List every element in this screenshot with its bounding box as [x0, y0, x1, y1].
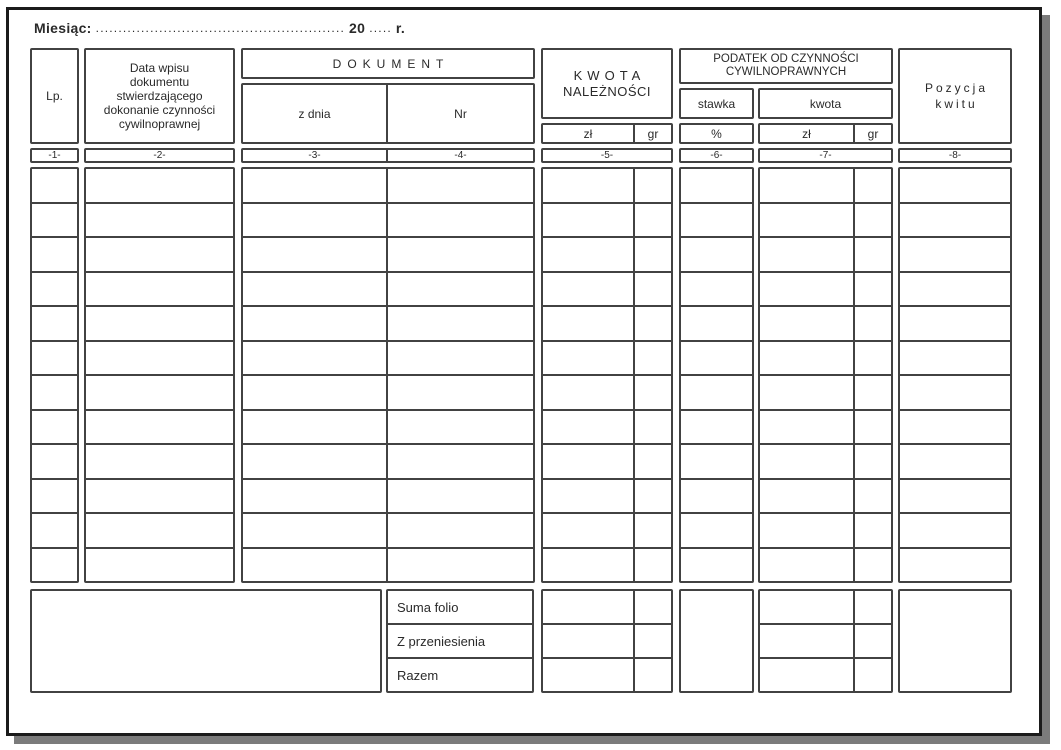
table-cell-right: [633, 342, 671, 375]
table-row: [900, 409, 1010, 444]
table-row: [543, 374, 671, 409]
col-header-percent: [679, 123, 754, 144]
table-cell-right: [853, 342, 891, 375]
col-number-label: -4-: [454, 149, 467, 161]
table-row: [32, 547, 77, 582]
table-row: [760, 657, 891, 691]
table-row: [32, 305, 77, 340]
table-row: [243, 340, 533, 375]
table-row: [86, 374, 233, 409]
table-row: [86, 443, 233, 478]
col-number-label: -7-: [819, 149, 832, 161]
table-row: [681, 271, 752, 306]
table-row: [543, 409, 671, 444]
year-prefix: 20: [349, 20, 366, 36]
table-row: [86, 236, 233, 271]
table-row: [760, 623, 891, 657]
table-cell-right: [386, 273, 533, 306]
table-row: [543, 547, 671, 582]
table-row: [900, 236, 1010, 271]
table-cell-left: [760, 480, 853, 513]
table-cell-right: [853, 411, 891, 444]
table-row: [543, 340, 671, 375]
col-number-7: [758, 148, 893, 163]
table-row: [681, 202, 752, 237]
body-col-lp: [30, 167, 79, 583]
table-cell-right: [633, 411, 671, 444]
table-row: [543, 236, 671, 271]
table-cell-left: [760, 376, 853, 409]
table-cell-right: [853, 169, 891, 202]
percent-label: %: [711, 126, 722, 141]
table-cell-left: [543, 342, 633, 375]
table-cell-left: [760, 273, 853, 306]
table-row: [543, 591, 671, 623]
table-cell-right: [853, 204, 891, 237]
table-row: [86, 169, 233, 202]
kwota-naleznosci-line1: KWOTA: [573, 67, 646, 83]
table-cell-left: [543, 273, 633, 306]
table-cell-left: [760, 514, 853, 547]
table-row: [760, 478, 891, 513]
table-row: [86, 547, 233, 582]
table-cell-left: [243, 480, 386, 513]
col-header-kwota-naleznosci: [541, 48, 673, 119]
col-header-nr: [386, 85, 533, 142]
table-row: [543, 657, 671, 691]
month-dotted-line: .......................................................: [95, 21, 346, 35]
table-row: [760, 202, 891, 237]
body-col-pozycja-kwitu: [898, 167, 1012, 583]
table-cell-right: [386, 445, 533, 478]
table-cell-right: [633, 549, 671, 582]
table-cell-right: [633, 514, 671, 547]
table-cell-right: [633, 307, 671, 340]
table-cell-right: [386, 514, 533, 547]
table-row: [86, 271, 233, 306]
table-row: [243, 478, 533, 513]
table-cell-right: [853, 445, 891, 478]
table-row: [681, 374, 752, 409]
table-cell-left: [243, 342, 386, 375]
table-cell-right: [853, 514, 891, 547]
col-header-data-wpisu: [84, 48, 235, 144]
footer-row-suma-folio: [388, 591, 532, 623]
col-header-pozycja-kwitu: [898, 48, 1012, 144]
kwota-label: kwota: [809, 96, 842, 111]
footer-col-stawka: [679, 589, 754, 693]
podatek-line2: CYWILNOPRAWNYCH: [725, 66, 847, 78]
table-cell-right: [853, 659, 891, 691]
table-row: [32, 340, 77, 375]
table-cell-left: [760, 238, 853, 271]
table-cell-right: [633, 273, 671, 306]
col-number-6: [679, 148, 754, 163]
table-cell-right: [633, 480, 671, 513]
table-row: [32, 478, 77, 513]
col-header-lp: [30, 48, 79, 144]
table-row: [681, 236, 752, 271]
body-col-stawka: [679, 167, 754, 583]
table-cell-left: [543, 480, 633, 513]
table-row: [681, 443, 752, 478]
year-suffix: r.: [395, 20, 406, 36]
pozycja-line1: Pozycja: [924, 81, 989, 95]
body-col-kwota-podatku: [758, 167, 893, 583]
table-cell-left: [243, 238, 386, 271]
table-row: [900, 512, 1010, 547]
table-cell-right: [633, 591, 671, 623]
table-row: [681, 478, 752, 513]
table-row: [243, 271, 533, 306]
table-cell-left: [543, 659, 633, 691]
table-cell-right: [633, 659, 671, 691]
table-row: [760, 236, 891, 271]
table-cell-left: [243, 169, 386, 202]
table-row: [543, 271, 671, 306]
table-cell-right: [853, 238, 891, 271]
col-number-label: -2-: [153, 149, 166, 161]
table-row: [243, 374, 533, 409]
table-row: [243, 547, 533, 582]
table-row: [760, 443, 891, 478]
table-cell-left: [243, 514, 386, 547]
gr-label: gr: [867, 126, 879, 141]
lp-label: Lp.: [46, 89, 63, 103]
table-row: [32, 443, 77, 478]
table-row: [760, 374, 891, 409]
table-row: [900, 374, 1010, 409]
table-row: [900, 271, 1010, 306]
table-cell-right: [853, 273, 891, 306]
table-row: [681, 409, 752, 444]
col-header-podatek: [679, 48, 893, 84]
zl-label: zł: [802, 126, 811, 141]
table-cell-left: [760, 204, 853, 237]
gr-label: gr: [647, 126, 659, 141]
table-cell-right: [853, 480, 891, 513]
table-row: [243, 202, 533, 237]
table-row: [86, 409, 233, 444]
table-cell-left: [543, 169, 633, 202]
table-cell-right: [386, 480, 533, 513]
table-row: [900, 478, 1010, 513]
table-cell-left: [760, 307, 853, 340]
table-row: [681, 305, 752, 340]
col-header-dokument-sub: [241, 83, 535, 144]
table-row: [760, 512, 891, 547]
table-row: [681, 547, 752, 582]
table-row: [760, 547, 891, 582]
footer-row-razem: [388, 657, 532, 691]
table-row: [900, 305, 1010, 340]
body-col-kwota-naleznosci: [541, 167, 673, 583]
unit-zl: [760, 125, 853, 142]
table-row: [543, 623, 671, 657]
table-row: [760, 409, 891, 444]
month-line: [34, 20, 405, 36]
table-cell-right: [386, 342, 533, 375]
table-cell-left: [543, 376, 633, 409]
table-row: [900, 169, 1010, 202]
footer-col-pozycja-kwitu: [898, 589, 1012, 693]
table-row: [760, 340, 891, 375]
col-number-8: [898, 148, 1012, 163]
table-cell-left: [760, 169, 853, 202]
table-cell-right: [386, 411, 533, 444]
col-header-kwota-naleznosci-units: [541, 123, 673, 144]
table-row: [900, 202, 1010, 237]
table-row: [32, 271, 77, 306]
table-row: [32, 169, 77, 202]
table-cell-right: [853, 591, 891, 623]
table-row: [681, 512, 752, 547]
table-row: [543, 169, 671, 202]
table-cell-left: [543, 625, 633, 657]
table-cell-left: [760, 659, 853, 691]
col-number-4: [386, 150, 533, 161]
zl-label: zł: [583, 126, 593, 141]
table-cell-left: [243, 411, 386, 444]
col-number-3: [243, 150, 386, 161]
table-cell-left: [543, 514, 633, 547]
table-row: [86, 512, 233, 547]
col-number-3-4: [241, 148, 535, 163]
col-header-kwota: [758, 88, 893, 119]
table-row: [86, 478, 233, 513]
table-cell-right: [386, 238, 533, 271]
table-cell-left: [543, 445, 633, 478]
kwota-naleznosci-line2: NALEŻNOŚCI: [562, 83, 652, 99]
table-cell-right: [386, 169, 533, 202]
data-wpisu-line: dokumentu: [129, 75, 190, 89]
table-cell-left: [243, 376, 386, 409]
month-label: Miesiąc:: [34, 20, 92, 36]
table-cell-right: [853, 376, 891, 409]
table-row: [32, 374, 77, 409]
footer-col-kwota-naleznosci: [541, 589, 673, 693]
table-row: [243, 236, 533, 271]
table-row: [760, 305, 891, 340]
col-header-dokument: [241, 48, 535, 79]
table-cell-left: [543, 549, 633, 582]
table-row: [681, 340, 752, 375]
col-header-kwota-units: [758, 123, 893, 144]
table-cell-left: [760, 591, 853, 623]
table-cell-left: [543, 238, 633, 271]
table-row: [900, 547, 1010, 582]
table-cell-left: [543, 591, 633, 623]
table-cell-right: [853, 625, 891, 657]
col-number-label: -1-: [48, 149, 61, 161]
table-cell-right: [633, 204, 671, 237]
body-col-dokument: [241, 167, 535, 583]
data-wpisu-line: stwierdzającego: [116, 89, 203, 103]
table-cell-right: [853, 549, 891, 582]
table-cell-left: [760, 549, 853, 582]
table-cell-left: [760, 445, 853, 478]
table-row: [760, 169, 891, 202]
table-cell-right: [386, 549, 533, 582]
table-row: [760, 271, 891, 306]
table-row: [243, 443, 533, 478]
table-cell-left: [243, 307, 386, 340]
table-row: [243, 512, 533, 547]
col-number-2: [84, 148, 235, 163]
podatek-line1: PODATEK OD CZYNNOŚCI: [713, 52, 859, 65]
unit-zl: [543, 125, 633, 142]
col-number-label: -6-: [710, 149, 723, 161]
table-cell-left: [543, 307, 633, 340]
table-row: [543, 202, 671, 237]
table-cell-left: [760, 625, 853, 657]
table-cell-right: [386, 307, 533, 340]
table-row: [32, 409, 77, 444]
table-cell-left: [243, 549, 386, 582]
z-przeniesienia-label: Z przeniesienia: [397, 633, 486, 649]
table-row: [243, 169, 533, 202]
footer-col-kwota-podatku: [758, 589, 893, 693]
footer-blank-box: [30, 589, 382, 693]
col-number-label: -8-: [948, 149, 962, 161]
col-number-1: [30, 148, 79, 163]
unit-gr: [853, 125, 891, 142]
nr-label: Nr: [454, 106, 467, 121]
table-row: [86, 305, 233, 340]
table-row: [543, 443, 671, 478]
table-row: [86, 340, 233, 375]
table-row: [681, 169, 752, 202]
table-cell-right: [386, 204, 533, 237]
data-wpisu-line: dokonanie czynności: [103, 103, 216, 117]
stawka-label: stawka: [697, 96, 736, 111]
table-row: [900, 340, 1010, 375]
table-cell-right: [633, 376, 671, 409]
table-cell-right: [633, 445, 671, 478]
table-cell-left: [760, 411, 853, 444]
table-row: [900, 443, 1010, 478]
col-header-z-dnia: [243, 85, 386, 142]
table-cell-left: [760, 342, 853, 375]
table-row: [86, 202, 233, 237]
table-cell-right: [633, 238, 671, 271]
data-wpisu-line: Data wpisu: [129, 61, 190, 75]
dokument-label: DOKUMENT: [332, 56, 450, 71]
col-number-5: [541, 148, 673, 163]
table-row: [32, 202, 77, 237]
footer-row-z-przeniesienia: [388, 623, 532, 657]
footer-labels-column: [386, 589, 534, 693]
table-cell-left: [243, 273, 386, 306]
table-row: [543, 305, 671, 340]
table-row: [243, 409, 533, 444]
table-row: [32, 236, 77, 271]
table-row: [760, 591, 891, 623]
pozycja-line2: kwitu: [935, 97, 978, 111]
razem-label: Razem: [397, 667, 439, 683]
table-cell-left: [543, 204, 633, 237]
col-header-stawka: [679, 88, 754, 119]
table-cell-right: [853, 307, 891, 340]
data-wpisu-line: cywilnoprawnej: [118, 117, 201, 131]
unit-gr: [633, 125, 671, 142]
z-dnia-label: z dnia: [298, 106, 331, 121]
table-row: [243, 305, 533, 340]
table-cell-right: [386, 376, 533, 409]
table-cell-right: [633, 169, 671, 202]
suma-folio-label: Suma folio: [397, 599, 459, 615]
table-row: [543, 478, 671, 513]
table-row: [32, 512, 77, 547]
table-cell-right: [633, 625, 671, 657]
table-cell-left: [543, 411, 633, 444]
col-number-label: -3-: [308, 149, 321, 161]
year-dotted-line: .....: [369, 21, 392, 35]
body-col-data-wpisu: [84, 167, 235, 583]
table-cell-left: [243, 445, 386, 478]
col-number-label: -5-: [600, 149, 614, 161]
table-cell-left: [243, 204, 386, 237]
table-row: [543, 512, 671, 547]
